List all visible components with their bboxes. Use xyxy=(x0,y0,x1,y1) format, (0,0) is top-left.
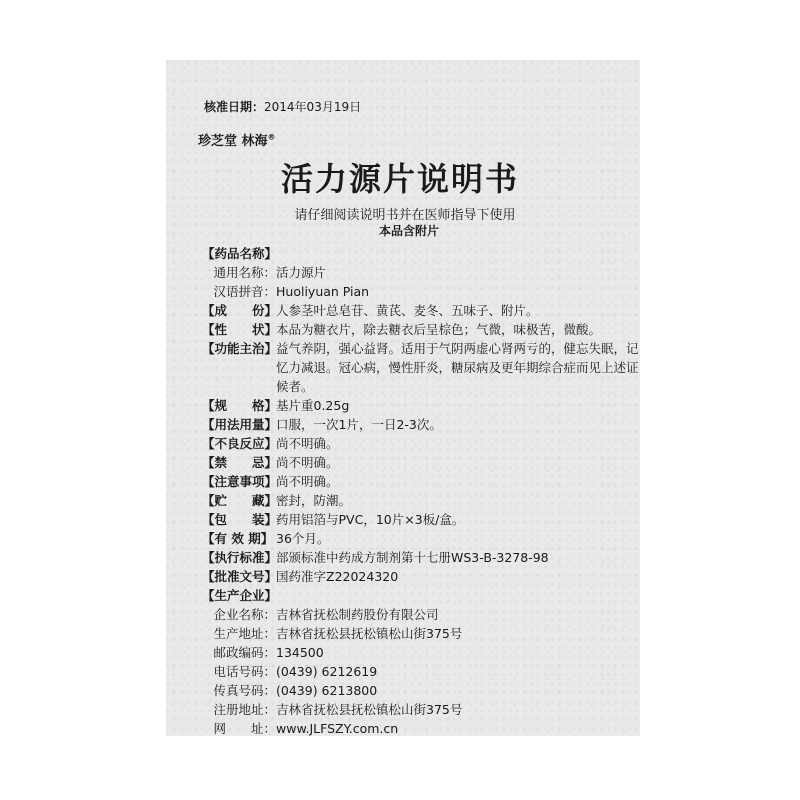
row-label: 【贮 藏】 xyxy=(202,493,278,508)
row-value: 基片重0.25g xyxy=(276,398,350,413)
row-value: 134500 xyxy=(276,645,324,660)
row-value: 药用铝箔与PVC，10片×3板/盒。 xyxy=(276,512,465,527)
row-registered-address xyxy=(202,700,642,719)
row-usage xyxy=(202,415,642,434)
row-value: 尚不明确。 xyxy=(276,474,339,489)
section-label: 【生产企业】 xyxy=(202,588,278,603)
registered-mark: ® xyxy=(267,132,276,142)
row-address xyxy=(202,624,642,643)
row-pinyin xyxy=(202,282,642,301)
row-indications xyxy=(202,339,642,396)
row-value: 活力源片 xyxy=(276,265,327,280)
row-label: 传真号码： xyxy=(213,683,276,698)
row-storage xyxy=(202,491,642,510)
row-contraindications xyxy=(202,453,642,472)
row-spec xyxy=(202,396,642,415)
row-value: 吉林省抚松县抚松镇松山街375号 xyxy=(276,702,463,717)
row-label: 【批准文号】 xyxy=(202,569,278,584)
row-cautions xyxy=(202,472,642,491)
row-value: 益气养阴，强心益肾。适用于气阴两虚心肾两亏的，健忘失眠，记忆力减退。冠心病，慢性肝炎，糖尿病及更年期综合症而见上述证候者。 xyxy=(276,341,639,394)
row-label: 电话号码： xyxy=(213,664,276,679)
section-manufacturer xyxy=(202,586,642,605)
row-value: 部颁标准中药成方制剂第十七册WS3-B-3278-98 xyxy=(276,550,549,565)
row-value: 吉林省抚松制药股份有限公司 xyxy=(276,607,439,622)
row-ingredients xyxy=(202,301,642,320)
row-value: 口服，一次1片，一日2-3次。 xyxy=(276,417,442,432)
row-value: 36个月。 xyxy=(276,531,330,546)
row-website xyxy=(202,719,642,738)
row-generic-name xyxy=(202,263,642,282)
row-label: 【功能主治】 xyxy=(202,341,278,356)
brand-name: 珍芝堂 林海 xyxy=(198,134,268,149)
row-value: 人参茎叶总皂苷、黄芪、麦冬、五味子、附片。 xyxy=(276,303,539,318)
brand-logo xyxy=(198,130,276,149)
row-label: 【用法用量】 xyxy=(202,417,278,432)
approval-value: 2014年03月19日 xyxy=(264,100,362,114)
row-value: 尚不明确。 xyxy=(276,455,339,470)
row-postcode xyxy=(202,643,642,662)
row-label: 【不良反应】 xyxy=(202,436,278,451)
row-label: 【禁 忌】 xyxy=(202,455,278,470)
row-label: 【执行标准】 xyxy=(202,550,278,565)
row-label: 汉语拼音： xyxy=(213,284,276,299)
row-label: 【性 状】 xyxy=(202,322,278,337)
row-phone xyxy=(202,662,642,681)
row-value: 本品为糖衣片，除去糖衣后呈棕色；气微，味极苦，微酸。 xyxy=(276,322,602,337)
usage-notice: 请仔细阅读说明书并在医师指导下使用 xyxy=(294,208,516,223)
row-label: 注册地址： xyxy=(213,702,276,717)
row-label: 网 址： xyxy=(213,721,276,736)
row-label: 【注意事项】 xyxy=(202,474,278,489)
row-validity xyxy=(202,529,642,548)
section-drug-name xyxy=(202,244,642,263)
row-value: (0439) 6213800 xyxy=(276,683,378,698)
row-label: 【成 份】 xyxy=(202,303,278,318)
row-label: 生产地址： xyxy=(213,626,276,641)
section-label: 【药品名称】 xyxy=(202,246,278,261)
row-value: 密封，防潮。 xyxy=(276,493,352,508)
row-company xyxy=(202,605,642,624)
row-value: 吉林省抚松县抚松镇松山街375号 xyxy=(276,626,463,641)
row-properties xyxy=(202,320,642,339)
row-fax xyxy=(202,681,642,700)
website-link: www.JLFSZY.com.cn xyxy=(276,721,399,736)
row-value: 尚不明确。 xyxy=(276,436,339,451)
row-standard xyxy=(202,548,642,567)
approval-date xyxy=(204,98,361,115)
row-value: 国药准字Z22024320 xyxy=(276,569,399,584)
attached-notice: 本品含附片 xyxy=(378,224,439,238)
leaflet-content xyxy=(202,244,642,738)
row-label: 邮政编码： xyxy=(213,645,276,660)
row-label: 通用名称： xyxy=(213,265,276,280)
approval-label: 核准日期： xyxy=(204,100,265,114)
row-label: 企业名称： xyxy=(213,607,276,622)
page-title: 活力源片说明书 xyxy=(280,160,519,198)
row-approval-number xyxy=(202,567,642,586)
row-label: 【包 装】 xyxy=(202,512,278,527)
row-package xyxy=(202,510,642,529)
row-label: 【有 效 期】 xyxy=(202,531,274,546)
row-adverse xyxy=(202,434,642,453)
row-value: Huoliyuan Pian xyxy=(276,284,370,299)
row-label: 【规 格】 xyxy=(202,398,278,413)
row-value: (0439) 6212619 xyxy=(276,664,378,679)
